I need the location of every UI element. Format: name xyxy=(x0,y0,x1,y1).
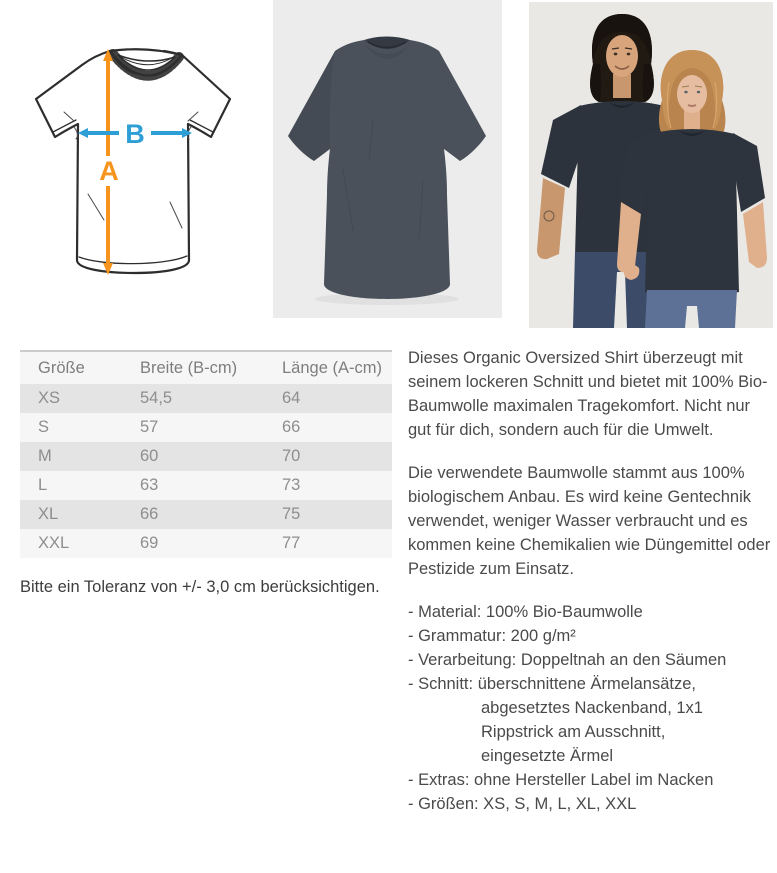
breite-cell: 63 xyxy=(140,476,159,494)
detail-material: - Material: 100% Bio-Baumwolle xyxy=(408,603,643,621)
size-chart-section xyxy=(20,350,392,597)
male-neck xyxy=(613,74,631,98)
description-paragraph-1: Dieses Organic Oversized Shirt überzeugt mit seinem lockeren Schnitt und bietet mit 100% Bio-Baumwolle maximalen Tragekomfort. Nicht nur gut für dich, sondern auch für die Umwelt. xyxy=(408,349,768,439)
laenge-cell: 77 xyxy=(282,534,301,552)
laenge-cell: 75 xyxy=(282,505,301,523)
male-face xyxy=(606,35,638,77)
table-row xyxy=(20,500,392,529)
models-photo-svg xyxy=(529,2,773,328)
laenge-cell: 64 xyxy=(282,389,301,407)
table-row xyxy=(20,471,392,500)
detail-schnitt-line-2: abgesetztes Nackenband, 1x1 xyxy=(481,699,703,717)
detail-schnitt-line-3: Rippstrick am Ausschnitt, xyxy=(481,723,666,741)
detail-schnitt: - Schnitt: überschnittene Ärmelansätze, xyxy=(408,675,696,693)
description-paragraph-2: Die verwendete Baumwolle stammt aus 100% biologischem Anbau. Es wird keine Gentechnik verwendet, weniger Wasser verbraucht und es kommen keine Chemikalien wie Düngemittel oder Pestizide zum Einsatz. xyxy=(408,464,771,578)
size-cell: L xyxy=(38,476,48,494)
laenge-cell: 70 xyxy=(282,447,301,465)
tolerance-note: Bitte ein Toleranz von +/- 3,0 cm berücksichtigen. xyxy=(20,578,380,596)
size-table xyxy=(20,350,392,558)
table-row xyxy=(20,529,392,558)
table-row xyxy=(20,384,392,413)
header-laenge: Länge (A-cm) xyxy=(264,351,392,384)
size-table-header-row xyxy=(20,351,392,384)
product-details-list xyxy=(408,600,772,816)
breite-cell: 60 xyxy=(140,447,159,465)
size-cell: M xyxy=(38,447,52,465)
product-photo xyxy=(273,0,502,318)
header-groesse: Größe xyxy=(20,351,122,384)
size-cell: XXL xyxy=(38,534,70,552)
detail-schnitt-line-4: eingesetzte Ärmel xyxy=(481,747,614,765)
laenge-cell: 73 xyxy=(282,476,301,494)
female-neck xyxy=(684,110,700,132)
measure-label-b: B xyxy=(125,119,145,149)
product-photo-svg xyxy=(273,0,502,318)
breite-cell: 54,5 xyxy=(140,389,173,407)
detail-groessen: - Größen: XS, S, M, L, XL, XXL xyxy=(408,795,637,813)
tshirt-drawing xyxy=(36,49,230,273)
laenge-cell: 66 xyxy=(282,418,301,436)
breite-cell: 57 xyxy=(140,418,159,436)
detail-grammatur: - Grammatur: 200 g/m² xyxy=(408,627,576,645)
models-photo xyxy=(529,2,773,328)
table-row xyxy=(20,442,392,471)
table-row xyxy=(20,413,392,442)
detail-extras: - Extras: ohne Hersteller Label im Nacken xyxy=(408,771,714,789)
breite-cell: 69 xyxy=(140,534,159,552)
size-cell: XS xyxy=(38,389,61,407)
product-description-section xyxy=(408,346,772,816)
tshirt-outline xyxy=(36,51,230,273)
size-cell: XL xyxy=(38,505,59,523)
breite-cell: 66 xyxy=(140,505,159,523)
detail-verarbeitung: - Verarbeitung: Doppeltnah an den Säumen xyxy=(408,651,727,669)
female-face xyxy=(677,75,707,113)
measure-label-a: A xyxy=(99,156,119,186)
header-breite: Breite (B-cm) xyxy=(122,351,264,384)
size-cell: S xyxy=(38,418,50,436)
size-diagram-svg xyxy=(30,44,232,277)
size-diagram-image xyxy=(30,44,232,277)
